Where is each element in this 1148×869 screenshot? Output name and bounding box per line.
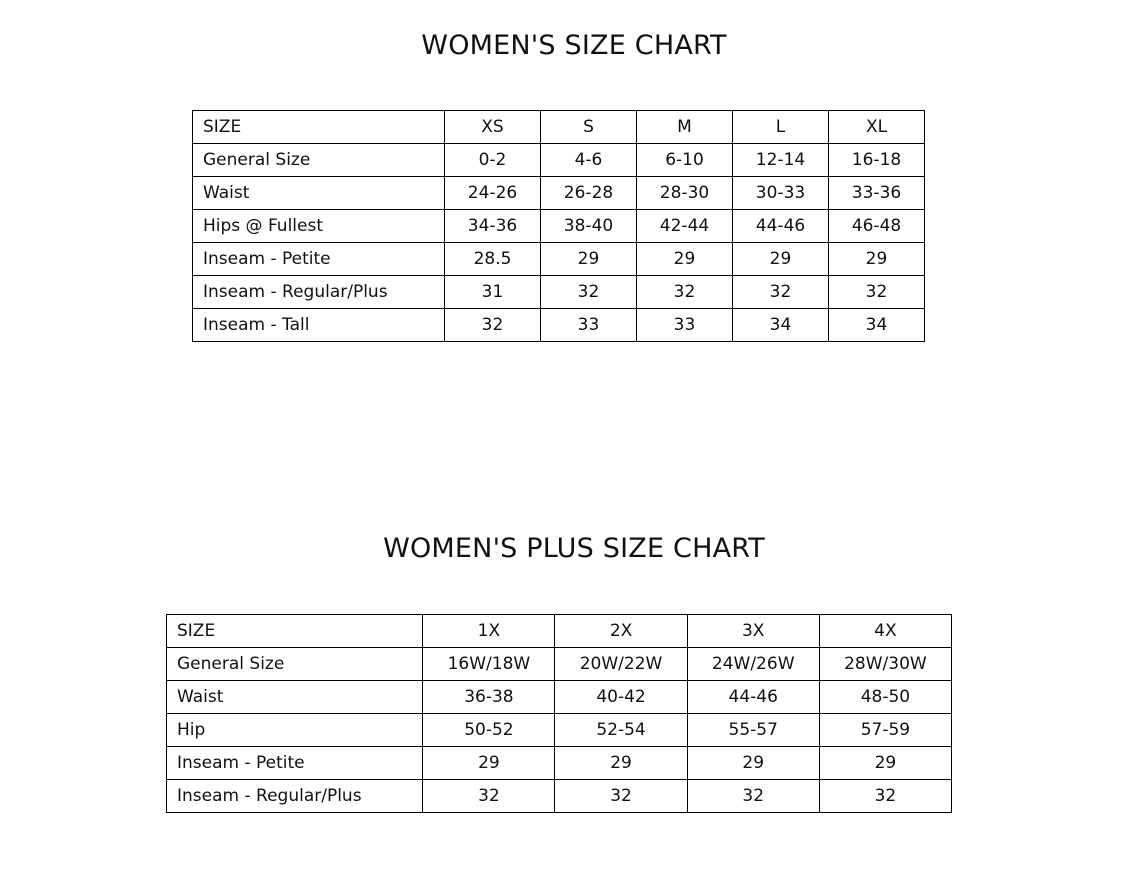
- cell-value: 55-57: [687, 714, 819, 747]
- cell-value: 42-44: [637, 210, 733, 243]
- table-header-row: [193, 111, 925, 144]
- column-header-l: L: [733, 111, 829, 144]
- column-header-xs: XS: [445, 111, 541, 144]
- cell-value: 16W/18W: [423, 648, 555, 681]
- row-label: Hip: [167, 714, 423, 747]
- column-header-m: M: [637, 111, 733, 144]
- cell-value: 29: [687, 747, 819, 780]
- cell-value: 46-48: [829, 210, 925, 243]
- womens-size-table: [192, 110, 925, 342]
- table-row: [167, 780, 952, 813]
- row-label: Inseam - Regular/Plus: [193, 276, 445, 309]
- cell-value: 44-46: [733, 210, 829, 243]
- cell-value: 28-30: [637, 177, 733, 210]
- cell-value: 44-46: [687, 681, 819, 714]
- table-row: [193, 276, 925, 309]
- plus-size-title: WOMEN'S PLUS SIZE CHART: [383, 533, 765, 565]
- row-label: Inseam - Petite: [167, 747, 423, 780]
- cell-value: 32: [555, 780, 687, 813]
- cell-value: 33: [637, 309, 733, 342]
- table-header-row: [167, 615, 952, 648]
- cell-value: 57-59: [819, 714, 951, 747]
- column-header-s: S: [541, 111, 637, 144]
- cell-value: 28.5: [445, 243, 541, 276]
- cell-value: 26-28: [541, 177, 637, 210]
- cell-value: 28W/30W: [819, 648, 951, 681]
- cell-value: 29: [541, 243, 637, 276]
- row-label: Inseam - Tall: [193, 309, 445, 342]
- cell-value: 34-36: [445, 210, 541, 243]
- row-label: Inseam - Petite: [193, 243, 445, 276]
- cell-value: 29: [733, 243, 829, 276]
- cell-value: 33-36: [829, 177, 925, 210]
- womens-size-chart-section: [0, 30, 1148, 342]
- row-label: General Size: [167, 648, 423, 681]
- cell-value: 32: [829, 276, 925, 309]
- column-header-2x: 2X: [555, 615, 687, 648]
- row-label: General Size: [193, 144, 445, 177]
- table-row: [193, 144, 925, 177]
- cell-value: 34: [829, 309, 925, 342]
- cell-value: 32: [819, 780, 951, 813]
- column-header-4x: 4X: [819, 615, 951, 648]
- cell-value: 16-18: [829, 144, 925, 177]
- cell-value: 24W/26W: [687, 648, 819, 681]
- cell-value: 40-42: [555, 681, 687, 714]
- cell-value: 29: [423, 747, 555, 780]
- table-row: [193, 309, 925, 342]
- cell-value: 6-10: [637, 144, 733, 177]
- cell-value: 24-26: [445, 177, 541, 210]
- cell-value: 29: [637, 243, 733, 276]
- table-row: [167, 681, 952, 714]
- cell-value: 29: [555, 747, 687, 780]
- table-row: [193, 243, 925, 276]
- womens-plus-size-table: [166, 614, 952, 813]
- row-label: Inseam - Regular/Plus: [167, 780, 423, 813]
- cell-value: 20W/22W: [555, 648, 687, 681]
- table-row: [167, 714, 952, 747]
- cell-value: 32: [423, 780, 555, 813]
- page-title: WOMEN'S SIZE CHART: [421, 30, 727, 61]
- column-header-size: SIZE: [193, 111, 445, 144]
- column-header-3x: 3X: [687, 615, 819, 648]
- cell-value: 34: [733, 309, 829, 342]
- column-header-xl: XL: [829, 111, 925, 144]
- row-label: Waist: [193, 177, 445, 210]
- cell-value: 32: [637, 276, 733, 309]
- cell-value: 32: [445, 309, 541, 342]
- cell-value: 52-54: [555, 714, 687, 747]
- cell-value: 38-40: [541, 210, 637, 243]
- cell-value: 12-14: [733, 144, 829, 177]
- cell-value: 36-38: [423, 681, 555, 714]
- table-row: [167, 648, 952, 681]
- cell-value: 48-50: [819, 681, 951, 714]
- womens-size-table-wrapper: [192, 110, 1148, 342]
- table-row: [167, 747, 952, 780]
- cell-value: 29: [819, 747, 951, 780]
- womens-plus-size-chart-section: [0, 515, 1148, 813]
- cell-value: 50-52: [423, 714, 555, 747]
- table-row: [193, 177, 925, 210]
- cell-value: 29: [829, 243, 925, 276]
- table-row: [193, 210, 925, 243]
- cell-value: 32: [541, 276, 637, 309]
- cell-value: 4-6: [541, 144, 637, 177]
- cell-value: 32: [687, 780, 819, 813]
- column-header-size: SIZE: [167, 615, 423, 648]
- cell-value: 30-33: [733, 177, 829, 210]
- column-header-1x: 1X: [423, 615, 555, 648]
- womens-plus-size-table-wrapper: [166, 614, 1148, 813]
- cell-value: 31: [445, 276, 541, 309]
- cell-value: 32: [733, 276, 829, 309]
- row-label: Hips @ Fullest: [193, 210, 445, 243]
- row-label: Waist: [167, 681, 423, 714]
- cell-value: 0-2: [445, 144, 541, 177]
- cell-value: 33: [541, 309, 637, 342]
